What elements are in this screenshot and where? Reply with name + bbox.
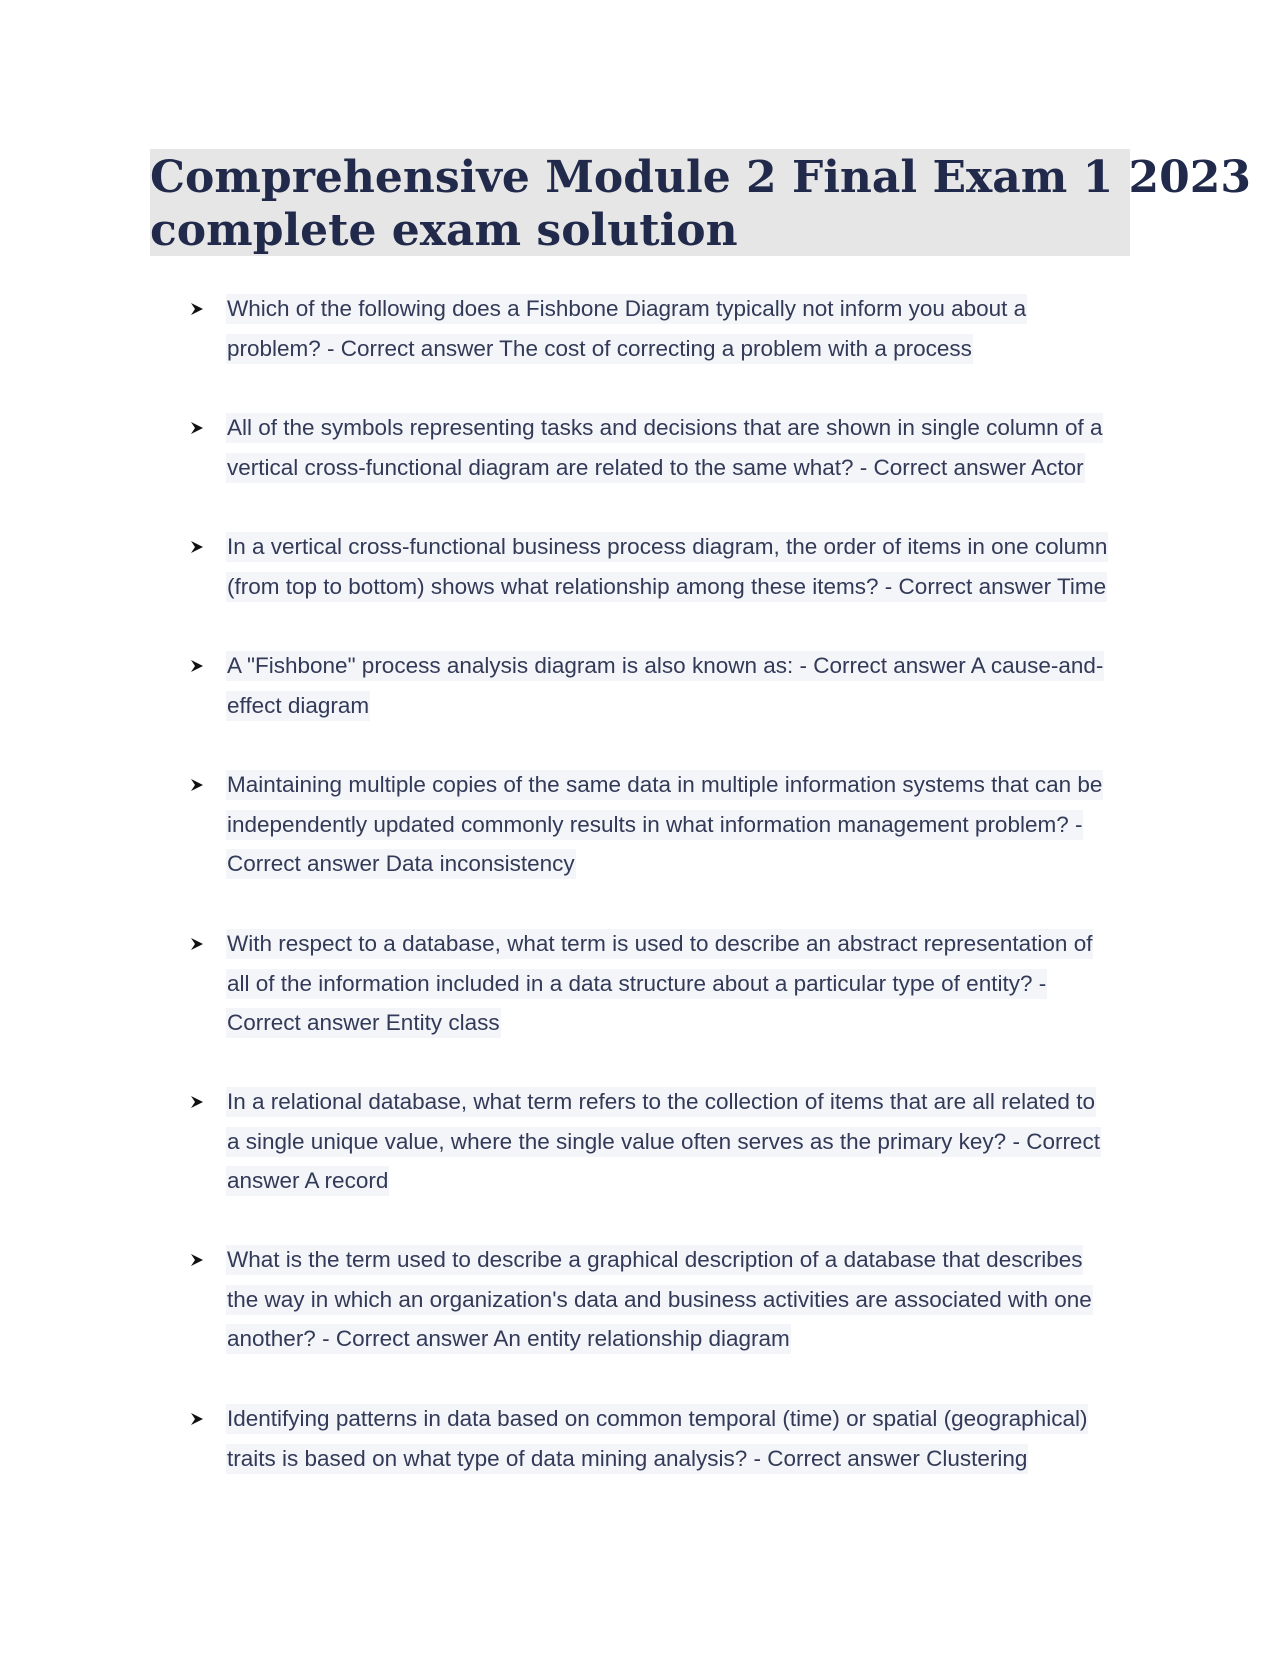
arrowhead-bullet-icon (188, 1241, 206, 1279)
arrowhead-bullet-icon (188, 1400, 206, 1438)
item-text-line: answer A record (226, 1166, 389, 1196)
title-line: complete exam solution (150, 205, 738, 256)
arrowhead-bullet-icon (188, 1083, 206, 1121)
title-line: Comprehensive Module 2 Final Exam 1 2023 (150, 152, 1252, 203)
item-text-line: Correct answer Data inconsistency (226, 849, 576, 879)
document-title (150, 149, 1252, 256)
arrowhead-bullet-icon (188, 409, 206, 447)
item-text-line: Maintaining multiple copies of the same data in multiple information systems that can be (226, 770, 1103, 800)
item-text-line: In a relational database, what term refers to the collection of items that are all related to (226, 1087, 1096, 1117)
item-text-line: With respect to a database, what term is used to describe an abstract representation of (226, 929, 1093, 959)
item-text-line: effect diagram (226, 691, 370, 721)
item-text-line: another? - Correct answer An entity relationship diagram (226, 1324, 791, 1354)
item-text-line: independently updated commonly results in what information management problem? - (226, 810, 1083, 840)
item-text-line: Which of the following does a Fishbone Diagram typically not inform you about a (226, 294, 1027, 324)
item-text-line: the way in which an organization's data and business activities are associated with one (226, 1285, 1093, 1315)
item-text-line: (from top to bottom) shows what relationship among these items? - Correct answer Time (226, 572, 1107, 602)
arrowhead-bullet-icon (188, 647, 206, 685)
arrowhead-bullet-icon (188, 528, 206, 566)
item-text-line: All of the symbols representing tasks and decisions that are shown in single column of a (226, 413, 1103, 443)
item-text-line: In a vertical cross-functional business process diagram, the order of items in one column (226, 532, 1108, 562)
item-text-line: traits is based on what type of data mining analysis? - Correct answer Clustering (226, 1444, 1028, 1474)
item-text-line: A "Fishbone" process analysis diagram is also known as: - Correct answer A cause-and- (226, 651, 1104, 681)
item-text-line: a single unique value, where the single value often serves as the primary key? - Correct (226, 1127, 1101, 1157)
item-text-line: all of the information included in a data structure about a particular type of entity? - (226, 969, 1047, 999)
arrowhead-bullet-icon (188, 925, 206, 963)
item-text-line: What is the term used to describe a graphical description of a database that describes (226, 1245, 1083, 1275)
item-text-line: Identifying patterns in data based on common temporal (time) or spatial (geographical) (226, 1404, 1088, 1434)
arrowhead-bullet-icon (188, 766, 206, 804)
item-text-line: vertical cross-functional diagram are related to the same what? - Correct answer Actor (226, 453, 1085, 483)
item-text-line: problem? - Correct answer The cost of correcting a problem with a process (226, 334, 973, 364)
item-text-line: Correct answer Entity class (226, 1008, 501, 1038)
arrowhead-bullet-icon (188, 290, 206, 328)
